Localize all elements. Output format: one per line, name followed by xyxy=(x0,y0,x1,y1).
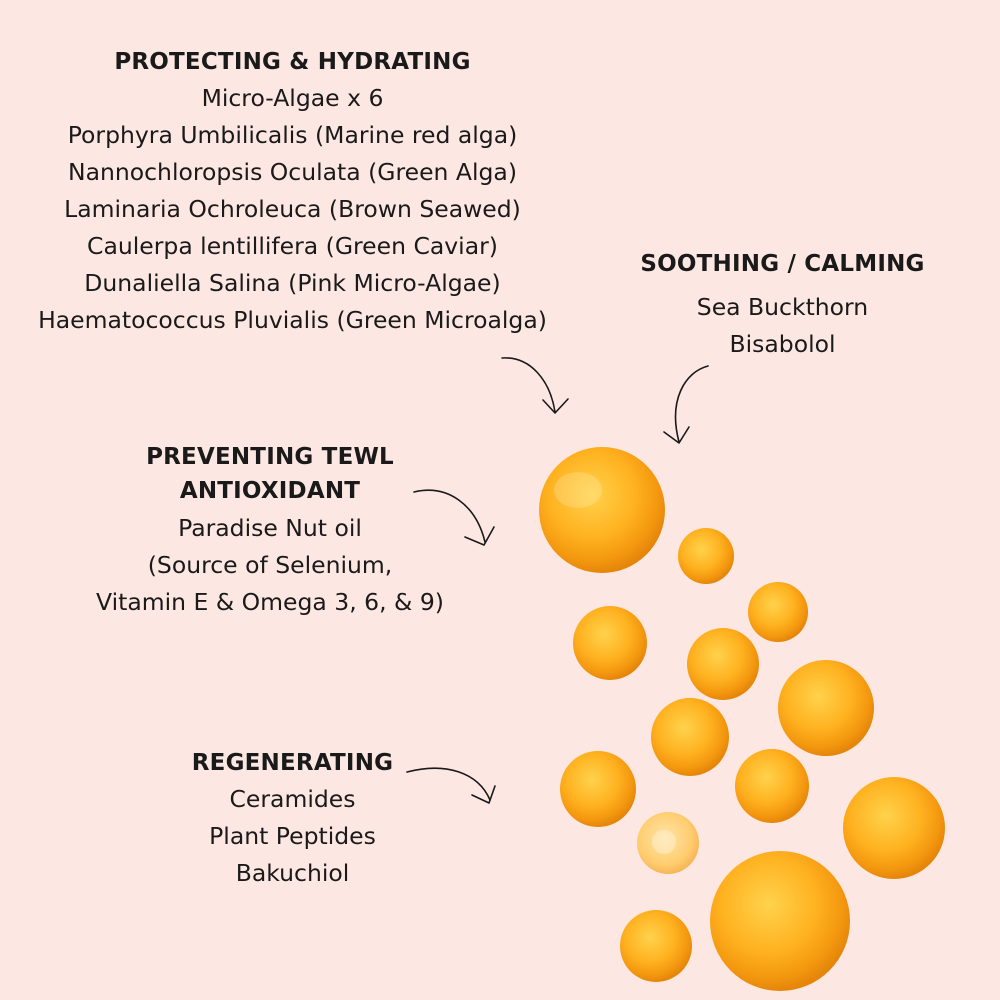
ingredient-item: Micro-Algae x 6 xyxy=(201,84,384,112)
oil-droplet-icon xyxy=(678,528,734,584)
ingredient-item: Plant Peptides xyxy=(209,822,376,850)
ingredient-item: Haematococcus Pluvialis (Green Microalga) xyxy=(38,306,547,334)
heading-preventing-tewl: PREVENTING TEWL xyxy=(146,444,394,470)
curved-arrow-icon xyxy=(407,768,495,803)
ingredient-item: Vitamin E & Omega 3, 6, & 9) xyxy=(96,588,444,616)
oil-droplets xyxy=(539,447,945,991)
ingredient-item: Bakuchiol xyxy=(235,859,350,887)
curved-arrow-icon xyxy=(414,490,494,545)
oil-droplet-icon xyxy=(620,910,692,982)
heading-regenerating: REGENERATING xyxy=(191,750,394,776)
heading-protecting-hydrating: PROTECTING & HYDRATING xyxy=(114,49,471,75)
oil-droplet-icon xyxy=(843,777,945,879)
curved-arrow-icon xyxy=(502,358,568,413)
curved-arrow-icon xyxy=(664,366,708,443)
ingredient-item: Nannochloropsis Oculata (Green Alga) xyxy=(67,158,517,186)
oil-droplet-icon xyxy=(651,698,729,776)
oil-droplet-icon xyxy=(687,628,759,700)
ingredient-item: (Source of Selenium, xyxy=(147,551,393,579)
oil-droplet-icon xyxy=(710,851,850,991)
ingredient-item: Ceramides xyxy=(229,785,356,813)
ingredient-item: Paradise Nut oil xyxy=(178,514,362,542)
oil-droplet-icon xyxy=(637,812,699,874)
oil-droplet-icon xyxy=(560,751,636,827)
ingredient-item: Laminaria Ochroleuca (Brown Seawed) xyxy=(64,195,521,223)
ingredient-item: Caulerpa lentillifera (Green Caviar) xyxy=(87,232,498,260)
ingredient-item: Dunaliella Salina (Pink Micro-Algae) xyxy=(84,269,501,297)
oil-droplet-icon xyxy=(778,660,874,756)
oil-droplet-icon xyxy=(735,749,809,823)
ingredient-item: Porphyra Umbilicalis (Marine red alga) xyxy=(67,121,518,149)
ingredient-item: Sea Buckthorn xyxy=(696,293,869,321)
heading-soothing-calming: SOOTHING / CALMING xyxy=(640,251,925,277)
ingredient-item: Bisabolol xyxy=(729,330,836,358)
oil-droplet-icon xyxy=(748,582,808,642)
oil-droplet-icon xyxy=(573,606,647,680)
heading-antioxidant: ANTIOXIDANT xyxy=(179,478,361,504)
oil-droplet-icon xyxy=(539,447,665,573)
